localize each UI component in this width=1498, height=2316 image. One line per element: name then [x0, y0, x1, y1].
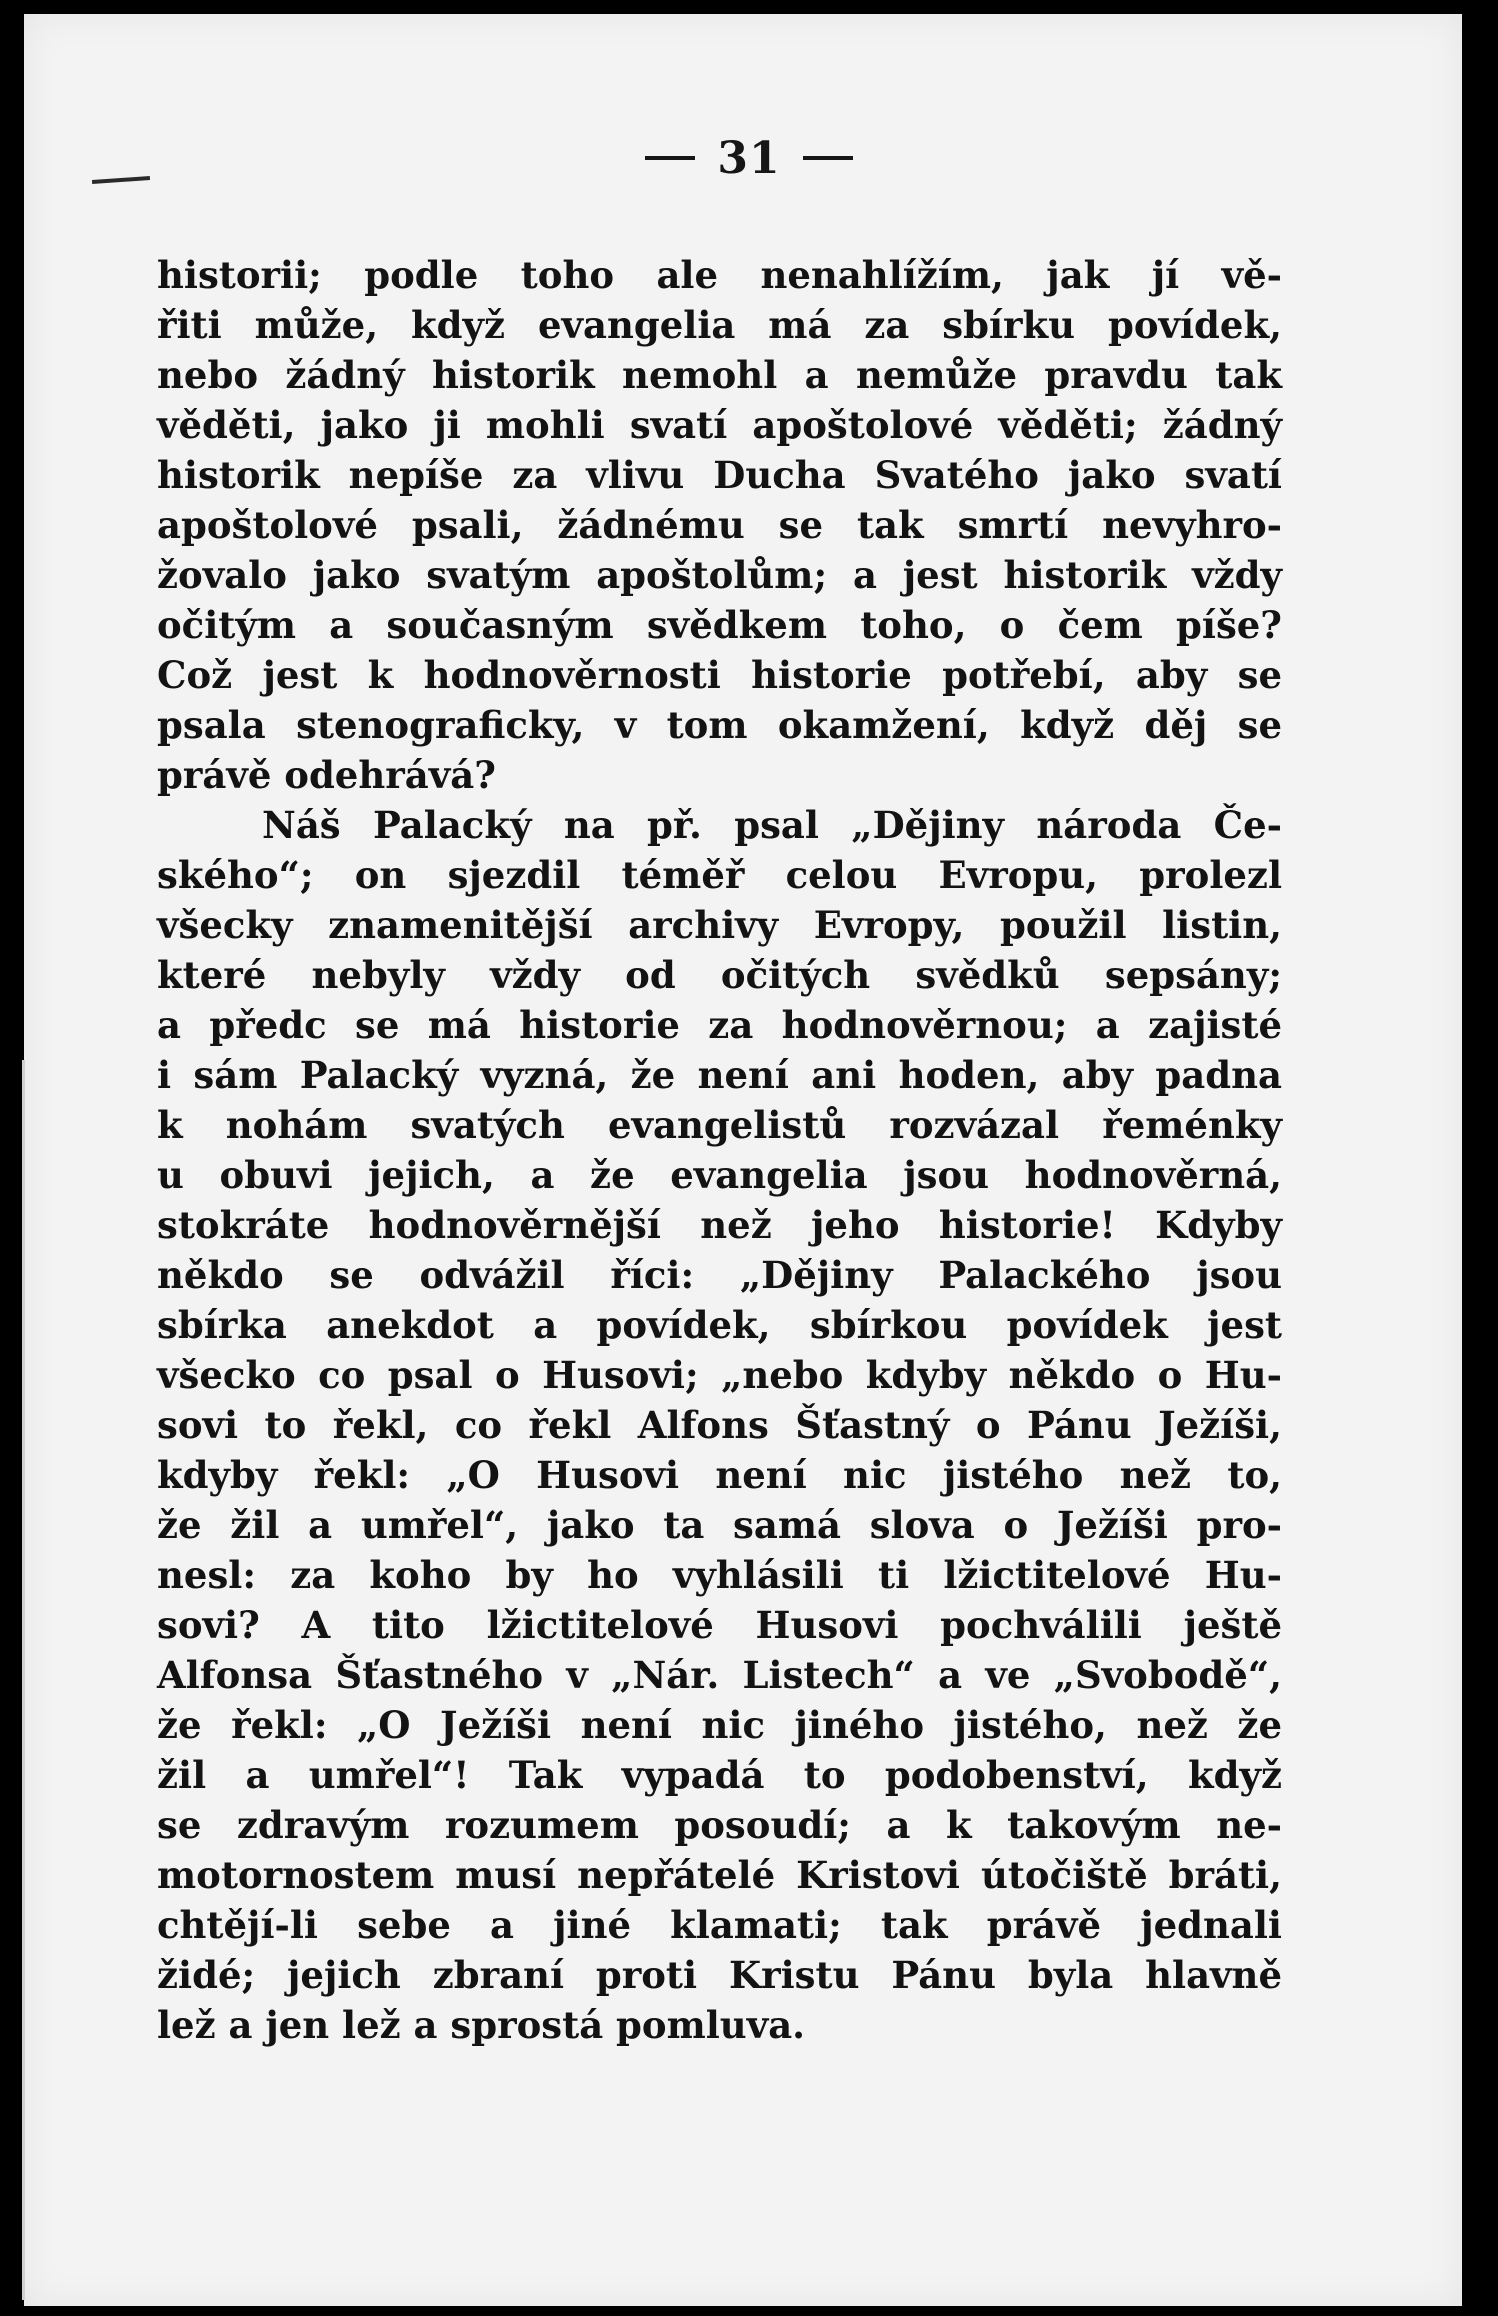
text-line: nesl: za koho by ho vyhlásili ti lžictitelové Hu- — [157, 1553, 1282, 1597]
text-line: žil a umřel“! Tak vypadá to podobenství, když — [157, 1753, 1282, 1797]
text-line: právě odehrává? — [157, 753, 496, 797]
text-line: historii; podle toho ale nenahlížím, jak jí vě- — [157, 253, 1282, 297]
text-line: psala stenograficky, v tom okamžení, když děj se — [157, 703, 1282, 747]
page-edge-shadow — [22, 1060, 25, 2300]
text-line: Což jest k hodnověrnosti historie potřebí, aby se — [157, 653, 1282, 697]
page-number-dash-right — [803, 156, 853, 160]
page-number: 31 — [717, 133, 781, 184]
text-line: žovalo jako svatým apoštolům; a jest historik vždy — [157, 553, 1282, 597]
text-line: sbírka anekdot a povídek, sbírkou povídek jest — [157, 1303, 1282, 1347]
text-line: sovi to řekl, co řekl Alfons Šťastný o Pánu Ježíši, — [157, 1403, 1282, 1447]
page-number-dash-left — [645, 156, 695, 160]
text-line: někdo se odvážil říci: „Dějiny Palackého jsou — [157, 1253, 1282, 1297]
text-line: věděti, jako ji mohli svatí apoštolové věděti; žádný — [157, 403, 1282, 447]
text-line: řiti může, když evangelia má za sbírku povídek, — [157, 303, 1282, 347]
text-line: se zdravým rozumem posoudí; a k takovým ne- — [157, 1803, 1282, 1847]
text-line: k nohám svatých evangelistů rozvázal řeménky — [157, 1103, 1282, 1147]
text-line: očitým a současným svědkem toho, o čem píše? — [157, 603, 1282, 647]
text-line: u obuvi jejich, a že evangelia jsou hodnověrná, — [157, 1153, 1282, 1197]
text-line: i sám Palacký vyzná, že není ani hoden, aby padna — [157, 1053, 1282, 1097]
text-line: ského“; on sjezdil téměř celou Evropu, prolezl — [157, 853, 1282, 897]
text-line: sovi? A tito lžictitelové Husovi pochválili ještě — [157, 1603, 1282, 1647]
text-line: všecko co psal o Husovi; „nebo kdyby někdo o Hu- — [157, 1353, 1282, 1397]
text-line: všecky znamenitější archivy Evropy, použil listin, — [157, 903, 1282, 947]
text-line: které nebyly vždy od očitých svědků sepsány; — [157, 953, 1282, 997]
text-line: nebo žádný historik nemohl a nemůže pravdu tak — [157, 353, 1282, 397]
text-line: že žil a umřel“, jako ta samá slova o Ježíši pro- — [157, 1503, 1282, 1547]
body-text — [157, 250, 1282, 2050]
text-line: Alfonsa Šťastného v „Nár. Listech“ a ve „Svobodě“, — [157, 1653, 1282, 1697]
text-line: lež a jen lež a sprostá pomluva. — [157, 2003, 806, 2047]
text-line: Náš Palacký na př. psal „Dějiny národa Če- — [262, 803, 1282, 847]
text-line: kdyby řekl: „O Husovi není nic jistého než to, — [157, 1453, 1282, 1497]
text-line: historik nepíše za vlivu Ducha Svatého jako svatí — [157, 453, 1282, 497]
page-number-header — [0, 133, 1498, 184]
text-line: apoštolové psali, žádnému se tak smrtí nevyhro- — [157, 503, 1282, 547]
text-line: že řekl: „O Ježíši není nic jiného jistého, než že — [157, 1703, 1282, 1747]
text-line: stokráte hodnověrnější než jeho historie! Kdyby — [157, 1203, 1282, 1247]
text-line: motornostem musí nepřátelé Kristovi útočiště bráti, — [157, 1853, 1282, 1897]
text-line: chtějí-li sebe a jiné klamati; tak právě jednali — [157, 1903, 1282, 1947]
text-line: a předc se má historie za hodnověrnou; a zajisté — [157, 1003, 1282, 1047]
text-line: židé; jejich zbraní proti Kristu Pánu byla hlavně — [157, 1953, 1282, 1997]
